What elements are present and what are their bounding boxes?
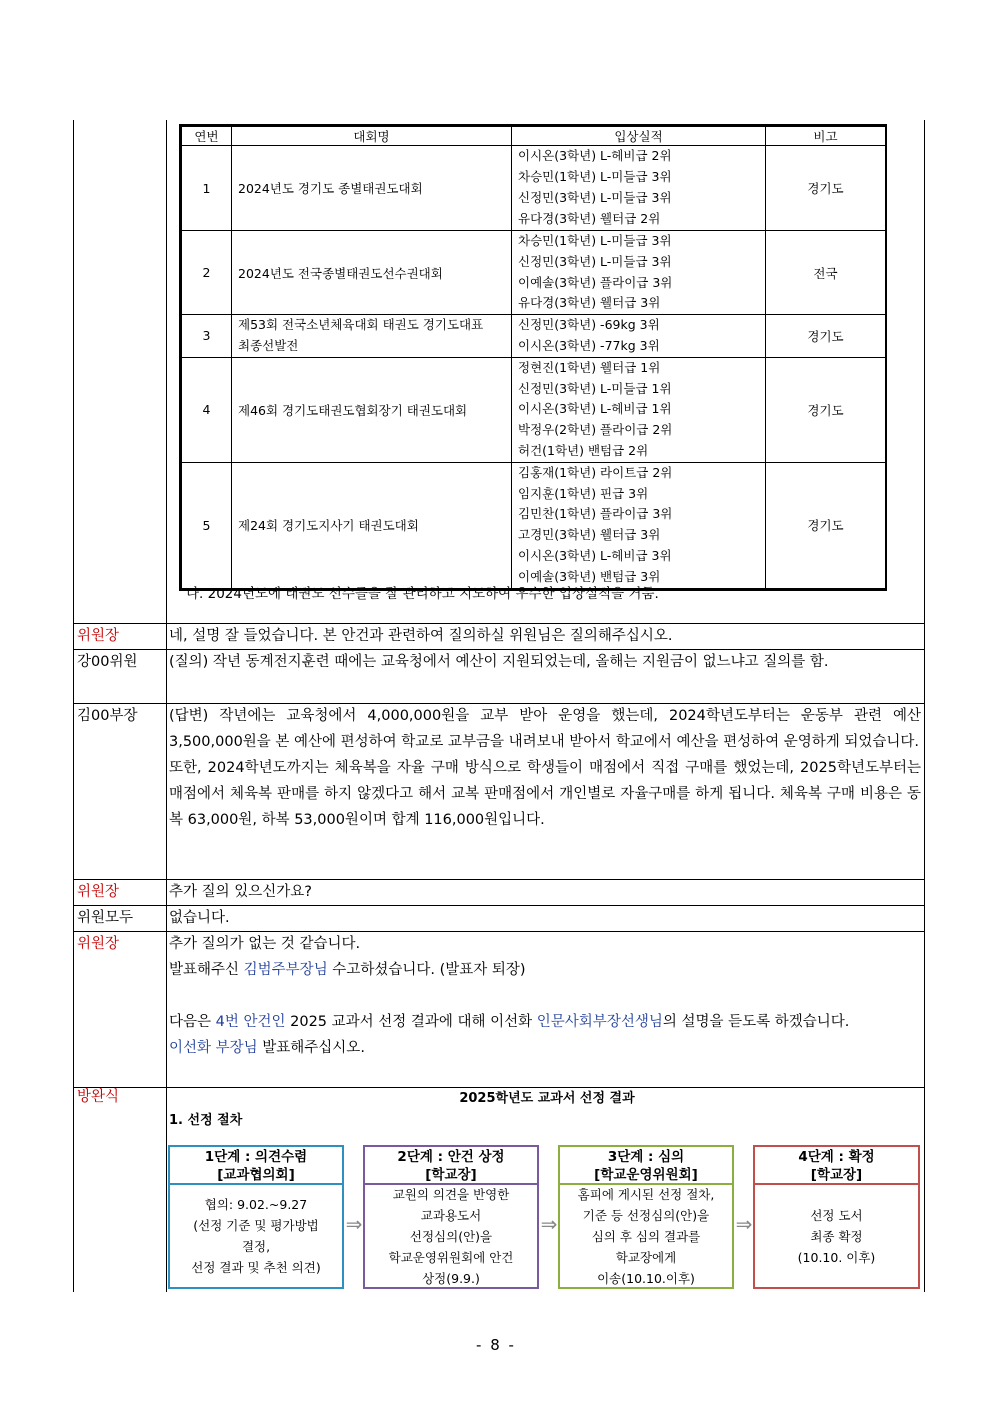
next-presenter-name: 이선화 부장님 <box>169 1040 258 1056</box>
speaker-label: 방완식 <box>77 1089 120 1105</box>
step-3-body: 홈피에 게시된 선정 절차, 기준 등 선정심의(안)을 심의 후 심의 결과를 학교장에게 이송(10.10.이후) <box>558 1185 734 1289</box>
presentation-subtitle: 1. 선정 절차 <box>169 1113 243 1128</box>
speaker-label: 위원장 <box>77 936 120 952</box>
row-competition: 제53회 전국소년체육대회 태권도 경기도대표 최종선발전 <box>232 315 512 358</box>
table-row <box>182 231 886 315</box>
speaker-label: 위원모두 <box>77 910 134 926</box>
row-results: 신정민(3학년) -69kg 3위 이시온(3학년) -77kg 3위 <box>512 315 766 358</box>
minutes-row <box>73 879 925 905</box>
row-note: 경기도 <box>766 146 886 231</box>
speech-text: 네, 설명 잘 들었습니다. 본 안건과 관련하여 질의하실 위원님은 질의해주십시오. <box>169 628 673 644</box>
row-no: 4 <box>182 357 232 462</box>
row-results: 이시온(3학년) L-헤비급 2위 차승민(1학년) L-미들급 3위 신정민(3학년) L-미들급 3위 유다경(3학년) 웰터급 2위 <box>512 146 766 231</box>
arrow-right-icon: ⇒ <box>540 1212 558 1236</box>
step-3-box <box>558 1145 734 1289</box>
presentation-title: 2025학년도 교과서 선정 결과 <box>459 1091 635 1106</box>
table-row <box>182 462 886 588</box>
presenter-role: 인문사회부장선생님 <box>536 1014 663 1030</box>
header-no: 연번 <box>182 127 232 146</box>
speaker-label: 김00부장 <box>77 708 138 724</box>
header-competition: 대회명 <box>232 127 512 146</box>
speaker-label: 강00위원 <box>77 654 138 670</box>
speech-text: 추가 질의 있으신가요? <box>169 884 312 900</box>
step-2-body: 교원의 의견을 반영한 교과용도서 선정심의(안)을 학교운영위원회에 안건 상정(9.9.) <box>363 1185 539 1289</box>
step-1-box <box>168 1145 344 1289</box>
row-no: 5 <box>182 462 232 588</box>
awards-summary: 나. 2024년도에 태권도 선수들을 잘 관리하고 지도하여 우수한 입상실적을 거둠. <box>186 586 659 602</box>
row-results: 정현진(1학년) 웰터급 1위 신정민(3학년) L-미들급 1위 이시온(3학년) L-헤비급 1위 박정우(2학년) 플라이급 2위 허건(1학년) 밴텀급 2위 <box>512 357 766 462</box>
row-note: 경기도 <box>766 315 886 358</box>
row-competition: 제24회 경기도지사기 태권도대회 <box>232 462 512 588</box>
minutes-row <box>73 623 925 649</box>
minutes-row <box>73 649 925 703</box>
row-competition: 2024년도 경기도 종별태권도대회 <box>232 146 512 231</box>
speech-text: 추가 질의가 없는 것 같습니다. 발표해주신 김범주부장님 수고하셨습니다. (발표자 퇴장) 다음은 4번 안건인 2025 교과서 선정 결과에 대해 이선화 인문사회부장선생님의 설명을 듣도록 하겠습니다. 이선화 부장님 발표해주십시오. <box>169 936 850 1056</box>
presenter-name: 김범주부장님 <box>243 962 328 978</box>
table-row <box>182 357 886 462</box>
speaker-label: 위원장 <box>77 628 120 644</box>
step-1-header: 1단계 : 의견수렴 [교과협의회] <box>168 1145 344 1185</box>
row-no: 2 <box>182 231 232 315</box>
step-4-body: 선정 도서 최종 확정 (10.10. 이후) <box>753 1185 920 1289</box>
step-4-header: 4단계 : 확정 [학교장] <box>753 1145 920 1185</box>
awards-header-row <box>182 127 886 146</box>
header-note: 비고 <box>766 127 886 146</box>
step-1-body: 협의: 9.02.~9.27 (선정 기준 및 평가방법 결정, 선정 결과 및 추천 의견) <box>168 1185 344 1289</box>
page-number: - 8 - <box>476 1336 516 1354</box>
row-no: 3 <box>182 315 232 358</box>
table-row <box>182 315 886 358</box>
row-note: 경기도 <box>766 357 886 462</box>
speech-text: (답변) 작년에는 교육청에서 4,000,000원을 교부 받아 운영을 했는데, 2024학년도부터는 운동부 관련 예산 3,500,000원을 본 예산에 편성하여 학교로 교부금을 내려보내 받아서 학교에서 예산을 편성하여 운영하게 되었습니다. 또한, 2024학년도까지는 체육복을 자율 구매 방식으로 학생들이 매점에서 직접 구매를 했었는데, 2025학년도부터는 매점에서 체육복 판매를 하지 않겠다고 해서 교복 판매점에서 개인별로 자율구매를 하게 됩니다. 체육복 구매 비용은 동복 63,000원, 하복 53,000원이며 합계 116,000원입니다. <box>169 708 921 828</box>
arrow-right-icon: ⇒ <box>735 1212 753 1236</box>
header-results: 입상실적 <box>512 127 766 146</box>
row-no: 1 <box>182 146 232 231</box>
speech-text: (질의) 작년 동계전지훈련 때에는 교육청에서 예산이 지원되었는데, 올해는 지원금이 없느냐고 질의를 함. <box>169 654 829 670</box>
minutes-row <box>73 931 925 1087</box>
row-note: 경기도 <box>766 462 886 588</box>
row-results: 김홍재(1학년) 라이트급 2위 임지훈(1학년) 핀급 3위 김민찬(1학년) 플라이급 3위 고경민(3학년) 웰터급 3위 이시온(3학년) L-헤비급 3위 이예솔(3학년) 밴텀급 3위 <box>512 462 766 588</box>
awards-table <box>179 124 887 591</box>
minutes-row <box>73 703 925 879</box>
step-2-box <box>363 1145 539 1289</box>
row-results: 차승민(1학년) L-미들급 3위 신정민(3학년) L-미들급 3위 이예솔(3학년) 플라이급 3위 유다경(3학년) 웰터급 3위 <box>512 231 766 315</box>
row-note: 전국 <box>766 231 886 315</box>
table-row <box>182 146 886 231</box>
agenda-item: 4번 안건인 <box>215 1014 286 1030</box>
speech-text: 없습니다. <box>169 910 230 926</box>
presentation-row <box>73 1087 925 1292</box>
speaker-label: 위원장 <box>77 884 120 900</box>
row-competition: 2024년도 전국종별태권도선수권대회 <box>232 231 512 315</box>
row-competition: 제46회 경기도태권도협회장기 태권도대회 <box>232 357 512 462</box>
step-2-header: 2단계 : 안건 상정 [학교장] <box>363 1145 539 1185</box>
step-3-header: 3단계 : 심의 [학교운영위원회] <box>558 1145 734 1185</box>
arrow-right-icon: ⇒ <box>345 1212 363 1236</box>
minutes-table <box>73 120 925 1292</box>
minutes-row <box>73 905 925 931</box>
step-4-box <box>753 1145 920 1289</box>
